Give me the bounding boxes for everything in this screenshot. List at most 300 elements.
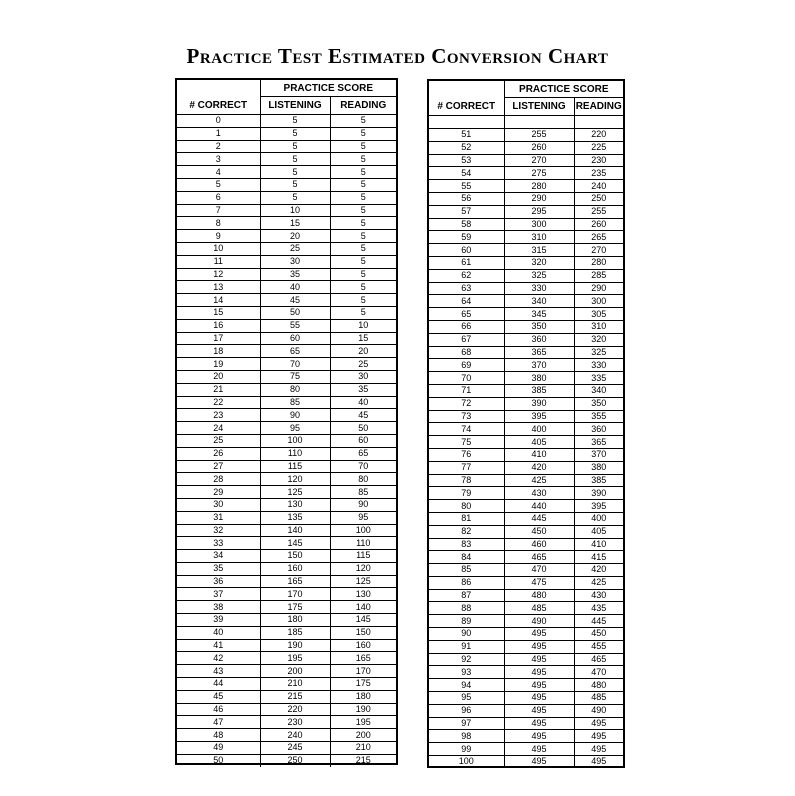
cell-reading: 60 xyxy=(330,434,396,447)
cell-listening: 425 xyxy=(504,474,574,487)
cell-reading: 495 xyxy=(574,717,623,730)
cell-correct: 56 xyxy=(429,192,504,205)
cell-correct: 85 xyxy=(429,564,504,577)
cell-listening: 135 xyxy=(260,511,330,524)
table-row xyxy=(177,358,396,371)
cell-correct: 87 xyxy=(429,589,504,602)
cell-listening: 165 xyxy=(260,575,330,588)
cell-listening: 175 xyxy=(260,601,330,614)
cell-listening: 360 xyxy=(504,333,574,346)
page-title: Practice Test Estimated Conversion Chart xyxy=(186,44,609,68)
cell-listening: 495 xyxy=(504,692,574,705)
table-row xyxy=(429,129,623,142)
cell-correct: 15 xyxy=(177,306,260,319)
cell-listening: 340 xyxy=(504,295,574,308)
cell-correct: 72 xyxy=(429,397,504,410)
cell-correct: 83 xyxy=(429,538,504,551)
cell-listening: 110 xyxy=(260,447,330,460)
table-row xyxy=(177,703,396,716)
cell-listening: 10 xyxy=(260,204,330,217)
cell-listening: 420 xyxy=(504,461,574,474)
table-row xyxy=(177,140,396,153)
cell-listening: 440 xyxy=(504,500,574,513)
cell-listening: 350 xyxy=(504,320,574,333)
table-row xyxy=(429,141,623,154)
table-row xyxy=(429,743,623,756)
cell-reading: 305 xyxy=(574,308,623,321)
cell-correct: 6 xyxy=(177,191,260,204)
table-row xyxy=(177,447,396,460)
cell-reading: 25 xyxy=(330,358,396,371)
cell-correct: 98 xyxy=(429,730,504,743)
cell-listening: 485 xyxy=(504,602,574,615)
cell-listening: 45 xyxy=(260,294,330,307)
cell-reading: 495 xyxy=(574,730,623,743)
cell-reading: 115 xyxy=(330,550,396,563)
cell-correct: 64 xyxy=(429,295,504,308)
cell-reading: 390 xyxy=(574,487,623,500)
cell-reading: 240 xyxy=(574,180,623,193)
cell-reading: 20 xyxy=(330,345,396,358)
cell-reading: 145 xyxy=(330,614,396,627)
table-row xyxy=(177,550,396,563)
table-row xyxy=(177,345,396,358)
table-row xyxy=(429,397,623,410)
cell-reading: 10 xyxy=(330,319,396,332)
cell-correct: 44 xyxy=(177,678,260,691)
table-row xyxy=(429,487,623,500)
table-row xyxy=(177,690,396,703)
table-row xyxy=(429,666,623,679)
cell-correct: 88 xyxy=(429,602,504,615)
cell-listening: 90 xyxy=(260,409,330,422)
header-corner xyxy=(177,80,260,97)
cell-correct: 96 xyxy=(429,704,504,717)
cell-correct: 67 xyxy=(429,333,504,346)
table-row xyxy=(429,333,623,346)
cell-reading: 300 xyxy=(574,295,623,308)
cell-correct: 16 xyxy=(177,319,260,332)
cell-reading: 45 xyxy=(330,409,396,422)
cell-listening: 230 xyxy=(260,716,330,729)
cell-reading: 165 xyxy=(330,652,396,665)
table-row xyxy=(429,512,623,525)
cell-listening: 255 xyxy=(504,129,574,142)
cell-reading: 265 xyxy=(574,231,623,244)
cell-correct: 81 xyxy=(429,512,504,525)
cell-correct: 17 xyxy=(177,332,260,345)
cell-listening: 145 xyxy=(260,537,330,550)
cell-correct: 36 xyxy=(177,575,260,588)
cell-listening: 465 xyxy=(504,551,574,564)
table-row xyxy=(177,281,396,294)
cell-correct: 69 xyxy=(429,359,504,372)
table-row xyxy=(177,191,396,204)
table-row xyxy=(429,320,623,333)
cell-listening: 365 xyxy=(504,346,574,359)
table-row xyxy=(177,153,396,166)
cell-listening: 325 xyxy=(504,269,574,282)
cell-correct: 62 xyxy=(429,269,504,282)
cell-listening: 5 xyxy=(260,166,330,179)
table-row xyxy=(429,717,623,730)
cell-listening: 115 xyxy=(260,460,330,473)
cell-correct: 49 xyxy=(177,742,260,755)
cell-listening: 345 xyxy=(504,308,574,321)
table-row xyxy=(429,282,623,295)
cell-reading: 280 xyxy=(574,256,623,269)
cell-reading: 285 xyxy=(574,269,623,282)
table-row xyxy=(429,602,623,615)
cell-listening: 125 xyxy=(260,486,330,499)
conversion-table-right xyxy=(427,79,625,768)
cell-reading: 360 xyxy=(574,423,623,436)
cell-reading: 480 xyxy=(574,679,623,692)
table-row xyxy=(429,692,623,705)
cell-listening: 290 xyxy=(504,192,574,205)
cell-listening: 380 xyxy=(504,372,574,385)
cell-correct: 59 xyxy=(429,231,504,244)
table-left-body xyxy=(177,115,396,767)
cell-listening: 300 xyxy=(504,218,574,231)
cell-reading: 355 xyxy=(574,410,623,423)
cell-correct: 60 xyxy=(429,244,504,257)
cell-correct: 54 xyxy=(429,167,504,180)
cell-reading: 100 xyxy=(330,524,396,537)
cell-listening: 120 xyxy=(260,473,330,486)
cell-listening: 150 xyxy=(260,550,330,563)
header-correct: # CORRECT xyxy=(429,98,504,116)
cell-reading: 35 xyxy=(330,383,396,396)
cell-listening: 15 xyxy=(260,217,330,230)
cell-listening: 5 xyxy=(260,178,330,191)
cell-listening: 495 xyxy=(504,666,574,679)
cell-correct: 5 xyxy=(177,178,260,191)
table-row xyxy=(429,653,623,666)
table-row xyxy=(429,410,623,423)
cell-correct: 80 xyxy=(429,500,504,513)
cell-listening: 5 xyxy=(260,140,330,153)
table-row xyxy=(177,115,396,128)
table-row xyxy=(177,217,396,230)
cell-correct: 26 xyxy=(177,447,260,460)
cell-listening: 280 xyxy=(504,180,574,193)
table-row xyxy=(177,511,396,524)
table-row xyxy=(177,575,396,588)
cell-listening: 70 xyxy=(260,358,330,371)
cell-listening: 220 xyxy=(260,703,330,716)
cell-listening: 190 xyxy=(260,639,330,652)
table-row xyxy=(429,308,623,321)
cell-listening: 495 xyxy=(504,628,574,641)
cell-listening: 35 xyxy=(260,268,330,281)
cell-reading: 310 xyxy=(574,320,623,333)
table-row xyxy=(177,242,396,255)
cell-reading: 290 xyxy=(574,282,623,295)
header-practice-score: PRACTICE SCORE xyxy=(504,81,623,98)
cell-reading: 255 xyxy=(574,205,623,218)
cell-reading: 380 xyxy=(574,461,623,474)
cell-listening: 495 xyxy=(504,679,574,692)
cell-reading: 5 xyxy=(330,204,396,217)
cell-reading: 150 xyxy=(330,626,396,639)
cell-reading: 80 xyxy=(330,473,396,486)
table-row xyxy=(177,562,396,575)
cell-reading: 215 xyxy=(355,755,371,766)
cell-listening: 495 xyxy=(504,704,574,717)
cell-listening: 395 xyxy=(504,410,574,423)
table-row xyxy=(177,319,396,332)
cell-reading: 495 xyxy=(574,743,623,756)
cell-reading: 5 xyxy=(330,230,396,243)
cell-correct: 45 xyxy=(177,690,260,703)
cell-reading: 190 xyxy=(330,703,396,716)
table-row xyxy=(177,588,396,601)
table-row xyxy=(429,256,623,269)
table-row xyxy=(429,359,623,372)
cell-correct: 28 xyxy=(177,473,260,486)
cell-correct: 22 xyxy=(177,396,260,409)
cell-correct: 71 xyxy=(429,384,504,397)
cell-listening: 370 xyxy=(504,359,574,372)
cell-reading: 320 xyxy=(574,333,623,346)
table-row xyxy=(429,474,623,487)
cell-reading: 5 xyxy=(330,255,396,268)
table-row xyxy=(429,525,623,538)
cell-reading: 195 xyxy=(330,716,396,729)
cell-correct: 84 xyxy=(429,551,504,564)
cell-listening: 130 xyxy=(260,498,330,511)
cell-listening: 475 xyxy=(504,576,574,589)
cell-correct: 37 xyxy=(177,588,260,601)
cell-listening: 330 xyxy=(504,282,574,295)
table-row xyxy=(177,678,396,691)
table-row xyxy=(429,180,623,193)
header-reading: READING xyxy=(574,98,623,116)
cell-listening: 185 xyxy=(260,626,330,639)
cell-reading: 95 xyxy=(330,511,396,524)
header-listening: LISTENING xyxy=(260,97,330,115)
cell-correct: 68 xyxy=(429,346,504,359)
table-row xyxy=(177,652,396,665)
cell-reading: 420 xyxy=(574,564,623,577)
cell-correct: 91 xyxy=(429,640,504,653)
cell-correct: 21 xyxy=(177,383,260,396)
cell-reading: 405 xyxy=(574,525,623,538)
table-row xyxy=(429,704,623,717)
cell-reading: 5 xyxy=(330,306,396,319)
cell-listening: 310 xyxy=(504,231,574,244)
table-right-body xyxy=(429,116,623,768)
cell-listening: 140 xyxy=(260,524,330,537)
cell-correct: 34 xyxy=(177,550,260,563)
cell-correct: 51 xyxy=(429,129,504,142)
table-row xyxy=(177,230,396,243)
cell-correct: 57 xyxy=(429,205,504,218)
table-row xyxy=(177,460,396,473)
table-row xyxy=(429,589,623,602)
cell-correct: 24 xyxy=(177,422,260,435)
cell-reading: 425 xyxy=(574,576,623,589)
cell-listening: 65 xyxy=(260,345,330,358)
cell-listening: 50 xyxy=(260,306,330,319)
cell-reading: 430 xyxy=(574,589,623,602)
cell-listening: 5 xyxy=(260,127,330,140)
cell-reading: 220 xyxy=(574,129,623,142)
cell-listening: 260 xyxy=(504,141,574,154)
header-practice-score: PRACTICE SCORE xyxy=(260,80,396,97)
cell-listening: 55 xyxy=(260,319,330,332)
cell-correct: 63 xyxy=(429,282,504,295)
cell-correct: 43 xyxy=(177,665,260,678)
cell-listening: 75 xyxy=(260,370,330,383)
conversion-table-left xyxy=(175,78,398,765)
cell-reading: 5 xyxy=(330,140,396,153)
table-row xyxy=(177,396,396,409)
header-listening: LISTENING xyxy=(504,98,574,116)
cell-reading: 125 xyxy=(330,575,396,588)
cell-correct: 40 xyxy=(177,626,260,639)
cell-correct: 52 xyxy=(429,141,504,154)
cell-correct: 99 xyxy=(429,743,504,756)
cell-correct: 12 xyxy=(177,268,260,281)
table-row xyxy=(429,615,623,628)
cell-listening: 470 xyxy=(504,564,574,577)
table-row xyxy=(429,448,623,461)
header-reading: READING xyxy=(330,97,396,115)
cell-listening: 495 xyxy=(504,730,574,743)
table-row-blank xyxy=(429,116,623,129)
table-row xyxy=(177,537,396,550)
table-row xyxy=(429,564,623,577)
cell-listening: 480 xyxy=(504,589,574,602)
cell-listening: 495 xyxy=(504,717,574,730)
cell-correct: 82 xyxy=(429,525,504,538)
cell-correct: 58 xyxy=(429,218,504,231)
cell-reading: 435 xyxy=(574,602,623,615)
cell-reading: 5 xyxy=(330,191,396,204)
cell-correct: 94 xyxy=(429,679,504,692)
table-row xyxy=(429,154,623,167)
cell-listening: 5 xyxy=(260,115,330,128)
cell-correct: 66 xyxy=(429,320,504,333)
cell-correct: 20 xyxy=(177,370,260,383)
cell-correct: 48 xyxy=(177,729,260,742)
cell-reading: 5 xyxy=(330,268,396,281)
cell-reading: 225 xyxy=(574,141,623,154)
cell-correct: 13 xyxy=(177,281,260,294)
cell-listening: 180 xyxy=(260,614,330,627)
cell-correct: 92 xyxy=(429,653,504,666)
cell-correct: 18 xyxy=(177,345,260,358)
table-row xyxy=(177,473,396,486)
cell-reading: 5 xyxy=(330,127,396,140)
cell-correct: 39 xyxy=(177,614,260,627)
cell-reading: 270 xyxy=(574,244,623,257)
cell-reading: 5 xyxy=(330,294,396,307)
cell-listening: 450 xyxy=(504,525,574,538)
table-row xyxy=(429,538,623,551)
cell-reading: 330 xyxy=(574,359,623,372)
cell-reading: 175 xyxy=(330,678,396,691)
cell-correct: 10 xyxy=(177,242,260,255)
table-row xyxy=(429,295,623,308)
cell-reading: 5 xyxy=(330,281,396,294)
table-row xyxy=(429,218,623,231)
cell-correct: 38 xyxy=(177,601,260,614)
cell-correct: 77 xyxy=(429,461,504,474)
cell-reading: 340 xyxy=(574,384,623,397)
cell-correct: 42 xyxy=(177,652,260,665)
cell-correct: 86 xyxy=(429,576,504,589)
cell-reading: 485 xyxy=(574,692,623,705)
cell-correct: 75 xyxy=(429,436,504,449)
cell-reading: 5 xyxy=(330,242,396,255)
table-row xyxy=(177,498,396,511)
cell-correct: 76 xyxy=(429,448,504,461)
table-row xyxy=(177,716,396,729)
table-row xyxy=(177,127,396,140)
cell-reading: 15 xyxy=(330,332,396,345)
table-row xyxy=(177,332,396,345)
cell-listening: 20 xyxy=(260,230,330,243)
cell-listening: 495 xyxy=(504,756,574,768)
cell-listening: 80 xyxy=(260,383,330,396)
cell-correct: 95 xyxy=(429,692,504,705)
cell-reading: 160 xyxy=(330,639,396,652)
table-row xyxy=(177,486,396,499)
cell-listening: 195 xyxy=(260,652,330,665)
table-row xyxy=(429,436,623,449)
cell-reading: 5 xyxy=(330,115,396,128)
table-row xyxy=(177,268,396,281)
cell-reading: 335 xyxy=(574,372,623,385)
cell-correct: 30 xyxy=(177,498,260,511)
table-row xyxy=(177,626,396,639)
cell-listening: 405 xyxy=(504,436,574,449)
cell-reading: 180 xyxy=(330,690,396,703)
cell-reading: 5 xyxy=(330,166,396,179)
cell-listening: 495 xyxy=(504,653,574,666)
cell-correct: 31 xyxy=(177,511,260,524)
cell-reading: 50 xyxy=(330,422,396,435)
table-row xyxy=(429,576,623,589)
table-row xyxy=(177,255,396,268)
cell-reading: 445 xyxy=(574,615,623,628)
cell-reading: 235 xyxy=(574,167,623,180)
cell-reading: 40 xyxy=(330,396,396,409)
table-row xyxy=(177,434,396,447)
cell-correct: 41 xyxy=(177,639,260,652)
cell-reading: 5 xyxy=(330,178,396,191)
table-left xyxy=(177,80,396,767)
cell-correct: 79 xyxy=(429,487,504,500)
table-row xyxy=(429,628,623,641)
cell-reading: 490 xyxy=(574,704,623,717)
cell-correct: 33 xyxy=(177,537,260,550)
table-row xyxy=(177,306,396,319)
cell-correct: 2 xyxy=(177,140,260,153)
table-row xyxy=(177,294,396,307)
cell-correct: 47 xyxy=(177,716,260,729)
table-row xyxy=(177,166,396,179)
cell-listening: 200 xyxy=(260,665,330,678)
cell-reading: 395 xyxy=(574,500,623,513)
cell-correct: 35 xyxy=(177,562,260,575)
cell-listening: 40 xyxy=(260,281,330,294)
table-row xyxy=(429,679,623,692)
cell-listening: 250 xyxy=(260,754,330,766)
